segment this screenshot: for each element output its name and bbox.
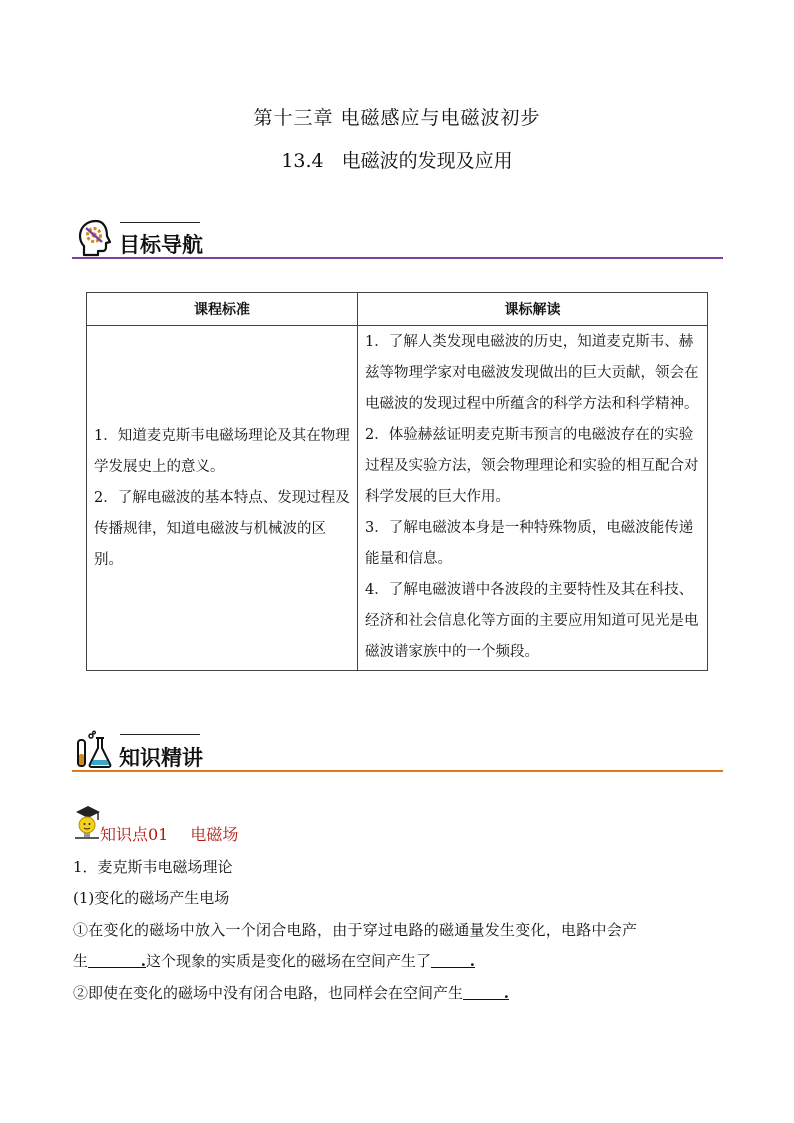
banner-accent-line [120,222,200,223]
standard-item: 2．了解电磁波的基本特点、发现过程及传播规律，知道电磁波与机械波的区别。 [94,489,350,568]
knowledge-banner-rule [72,770,723,772]
text-run: 生 [73,952,89,970]
goals-banner-rule [72,257,723,259]
knowledge-banner [72,726,724,774]
banner-accent-line [120,734,200,735]
goals-banner [72,214,724,262]
course-standard-cell [87,326,358,671]
body-heading: 1．麦克斯韦电磁场理论 [73,858,233,876]
interpretation-cell [358,326,708,671]
knowledge-point-number: 知识点01 [100,825,169,844]
table-row [87,326,708,671]
standard-item: 1．知道麦克斯韦电磁场理论及其在物理学发展史上的意义。 [94,427,350,475]
section-name: 电磁波的发现及应用 [341,150,513,172]
bulb-graduate-icon [72,804,102,842]
chapter-title: 第十三章 电磁感应与电磁波初步 [253,107,541,129]
text-run: ②即使在变化的磁场中没有闭合电路，也同样会在空间产生 [73,984,464,1002]
fill-blank[interactable]: . [88,951,146,968]
knowledge-point-name: 电磁场 [190,825,239,844]
knowledge-point-title [100,822,238,845]
interpretation-item: 2．体验赫兹证明麦克斯韦预言的电磁波存在的实验过程及实验方法，领会物理理论和实验的相互配合对科学发展的巨大作用。 [365,427,699,505]
body-paragraph: ①在变化的磁场中放入一个闭合电路，由于穿过电路的磁通量发生变化，电路中会产 [73,921,638,939]
table-header: 课标解读 [358,293,708,326]
interpretation-item: 3．了解电磁波本身是一种特殊物质，电磁波能传递能量和信息。 [365,520,694,567]
fill-blank[interactable]: . [463,983,509,1000]
body-subheading: (1)变化的磁场产生电场 [73,889,230,907]
head-gear-icon [76,218,114,258]
interpretation-item: 1．了解人类发现电磁波的历史，知道麦克斯韦、赫兹等物理学家对电磁波发现做出的巨大贡献，领会在电磁波的发现过程中所蕴含的科学方法和科学精神。 [365,334,699,412]
interpretation-item: 4．了解电磁波谱中各波段的主要特性及其在科技、经济和社会信息化等方面的主要应用知道可见光是电磁波谱家族中的一个频段。 [365,582,699,660]
section-title [0,146,794,173]
fill-blank[interactable]: . [431,951,475,968]
body-paragraph-continued [73,951,475,971]
knowledge-banner-title: 知识精讲 [119,746,203,770]
text-run: 这个现象的实质是变化的磁场在空间产生了 [146,952,432,970]
section-number: 13.4 [281,150,324,172]
lab-flask-icon [74,730,114,770]
table-header: 课程标准 [87,293,358,326]
goals-banner-title: 目标导航 [119,233,203,257]
table-header-row [87,293,708,326]
body-paragraph [73,983,509,1003]
standards-table [86,292,708,671]
